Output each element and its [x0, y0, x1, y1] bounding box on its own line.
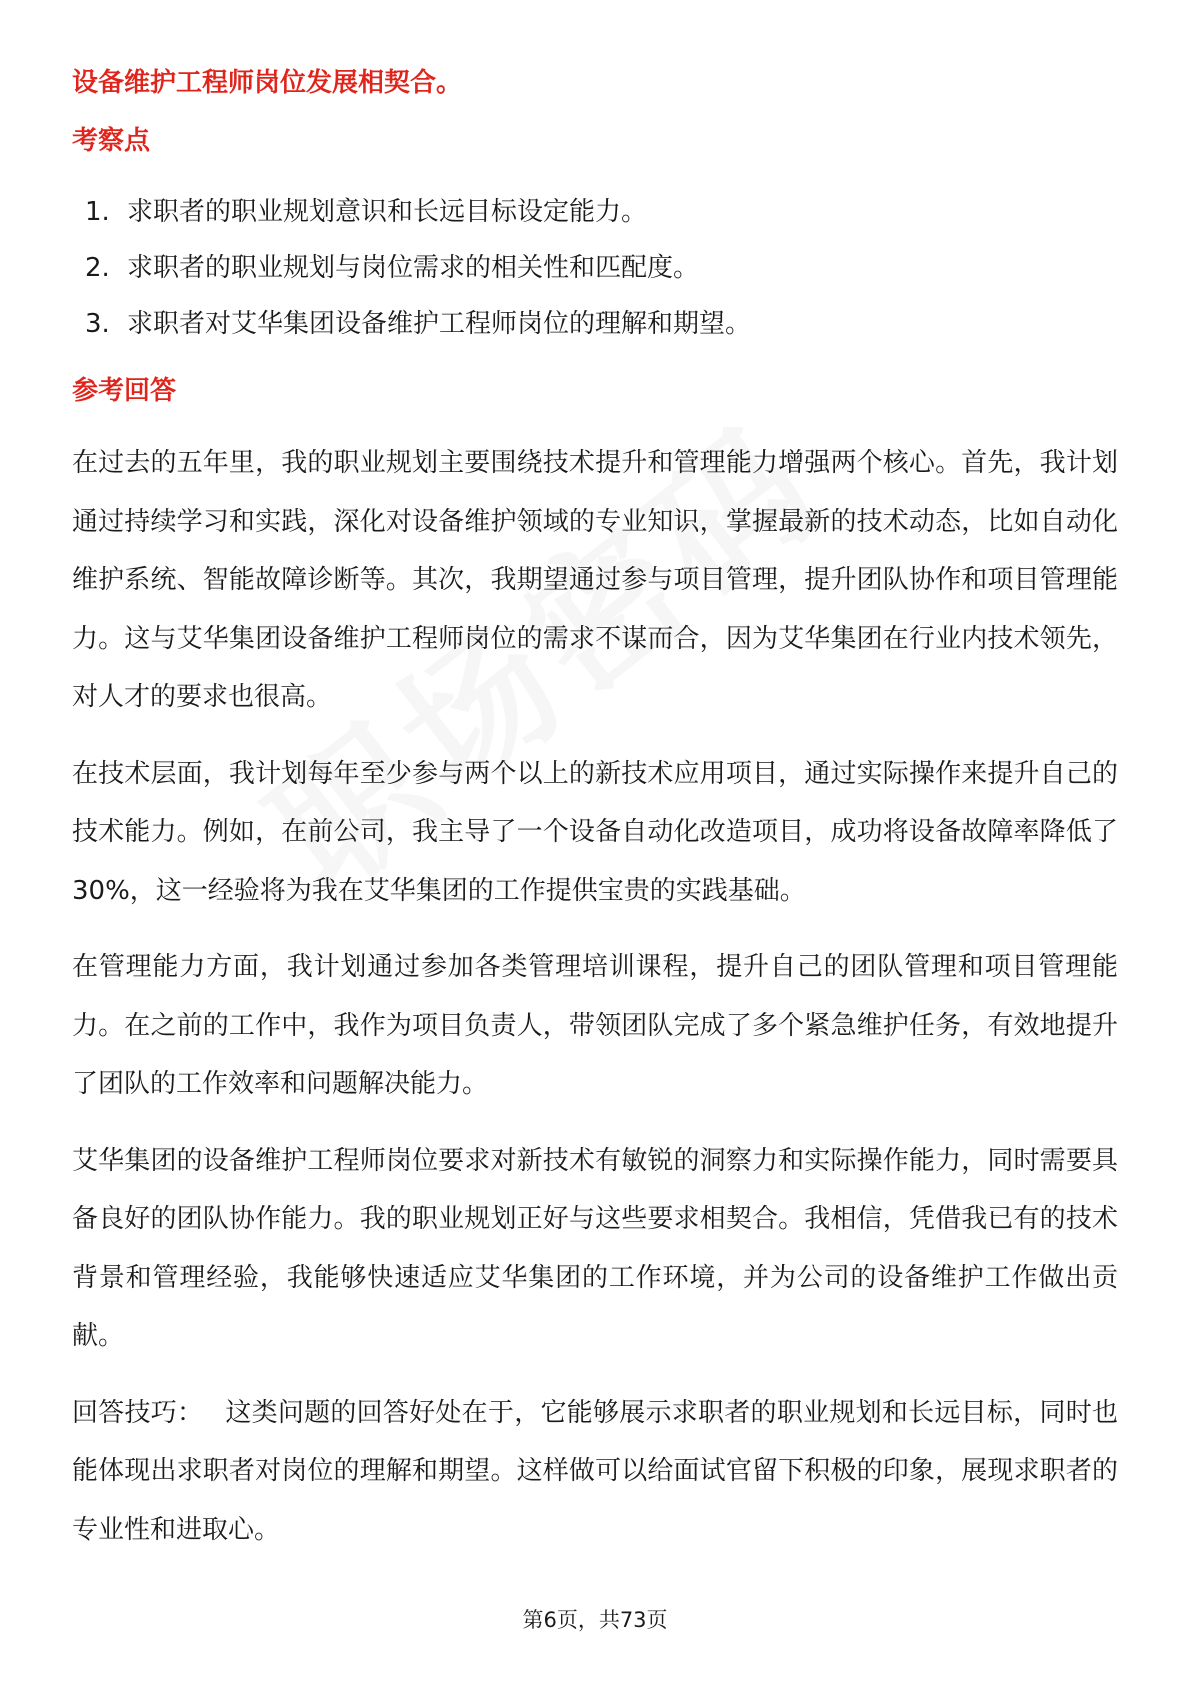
points-list	[72, 184, 1118, 352]
answer-paragraph: 在技术层面，我计划每年至少参与两个以上的新技术应用项目，通过实际操作来提升自己的技术能力。例如，在前公司，我主导了一个设备自动化改造项目，成功将设备故障率降低了30%，这一经验将为我在艾华集团的工作提供宝贵的实践基础。	[72, 758, 1118, 906]
answer-paragraph: 艾华集团的设备维护工程师岗位要求对新技术有敏锐的洞察力和实际操作能力，同时需要具备良好的团队协作能力。我的职业规划正好与这些要求相契合。我相信，凭借我已有的技术背景和管理经验，我能够快速适应艾华集团的工作环境，并为公司的设备维护工作做出贡献。	[72, 1145, 1118, 1351]
page-number: 第6页，共73页	[522, 1608, 668, 1632]
list-item-text: 求职者的职业规划意识和长远目标设定能力。	[127, 197, 648, 227]
answer-paragraph: 在过去的五年里，我的职业规划主要围绕技术提升和管理能力增强两个核心。首先，我计划通过持续学习和实践，深化对设备维护领域的专业知识，掌握最新的技术动态，比如自动化维护系统、智能故障诊断等。其次，我期望通过参与项目管理，提升团队协作和项目管理能力。这与艾华集团设备维护工程师岗位的需求不谋而合，因为艾华集团在行业内技术领先，对人才的要求也很高。	[72, 448, 1118, 712]
tips-text: 这类问题的回答好处在于，它能够展示求职者的职业规划和长远目标，同时也能体现出求职者对岗位的理解和期望。这样做可以给面试官留下积极的印象，展现求职者的专业性和进取心。	[72, 1397, 1118, 1545]
continued-heading: 设备维护工程师岗位发展相契合。	[72, 68, 463, 98]
list-item-number: 3.	[85, 309, 110, 339]
answer-section-title: 参考回答	[72, 376, 177, 406]
tips-label: 回答技巧：	[72, 1397, 204, 1428]
list-item	[72, 296, 1118, 352]
list-item	[72, 240, 1118, 296]
list-item-number: 2.	[85, 253, 110, 283]
tips-paragraph	[72, 1384, 1118, 1560]
list-item-number: 1.	[85, 197, 110, 227]
points-section-title: 考察点	[72, 126, 151, 156]
list-item	[72, 184, 1118, 240]
page-content	[72, 58, 1118, 1577]
answer-paragraph: 在管理能力方面，我计划通过参加各类管理培训课程，提升自己的团队管理和项目管理能力。在之前的工作中，我作为项目负责人，带领团队完成了多个紧急维护任务，有效地提升了团队的工作效率和问题解决能力。	[72, 952, 1118, 1099]
list-item-text: 求职者的职业规划与岗位需求的相关性和匹配度。	[127, 253, 700, 283]
list-item-text: 求职者对艾华集团设备维护工程师岗位的理解和期望。	[127, 309, 752, 339]
